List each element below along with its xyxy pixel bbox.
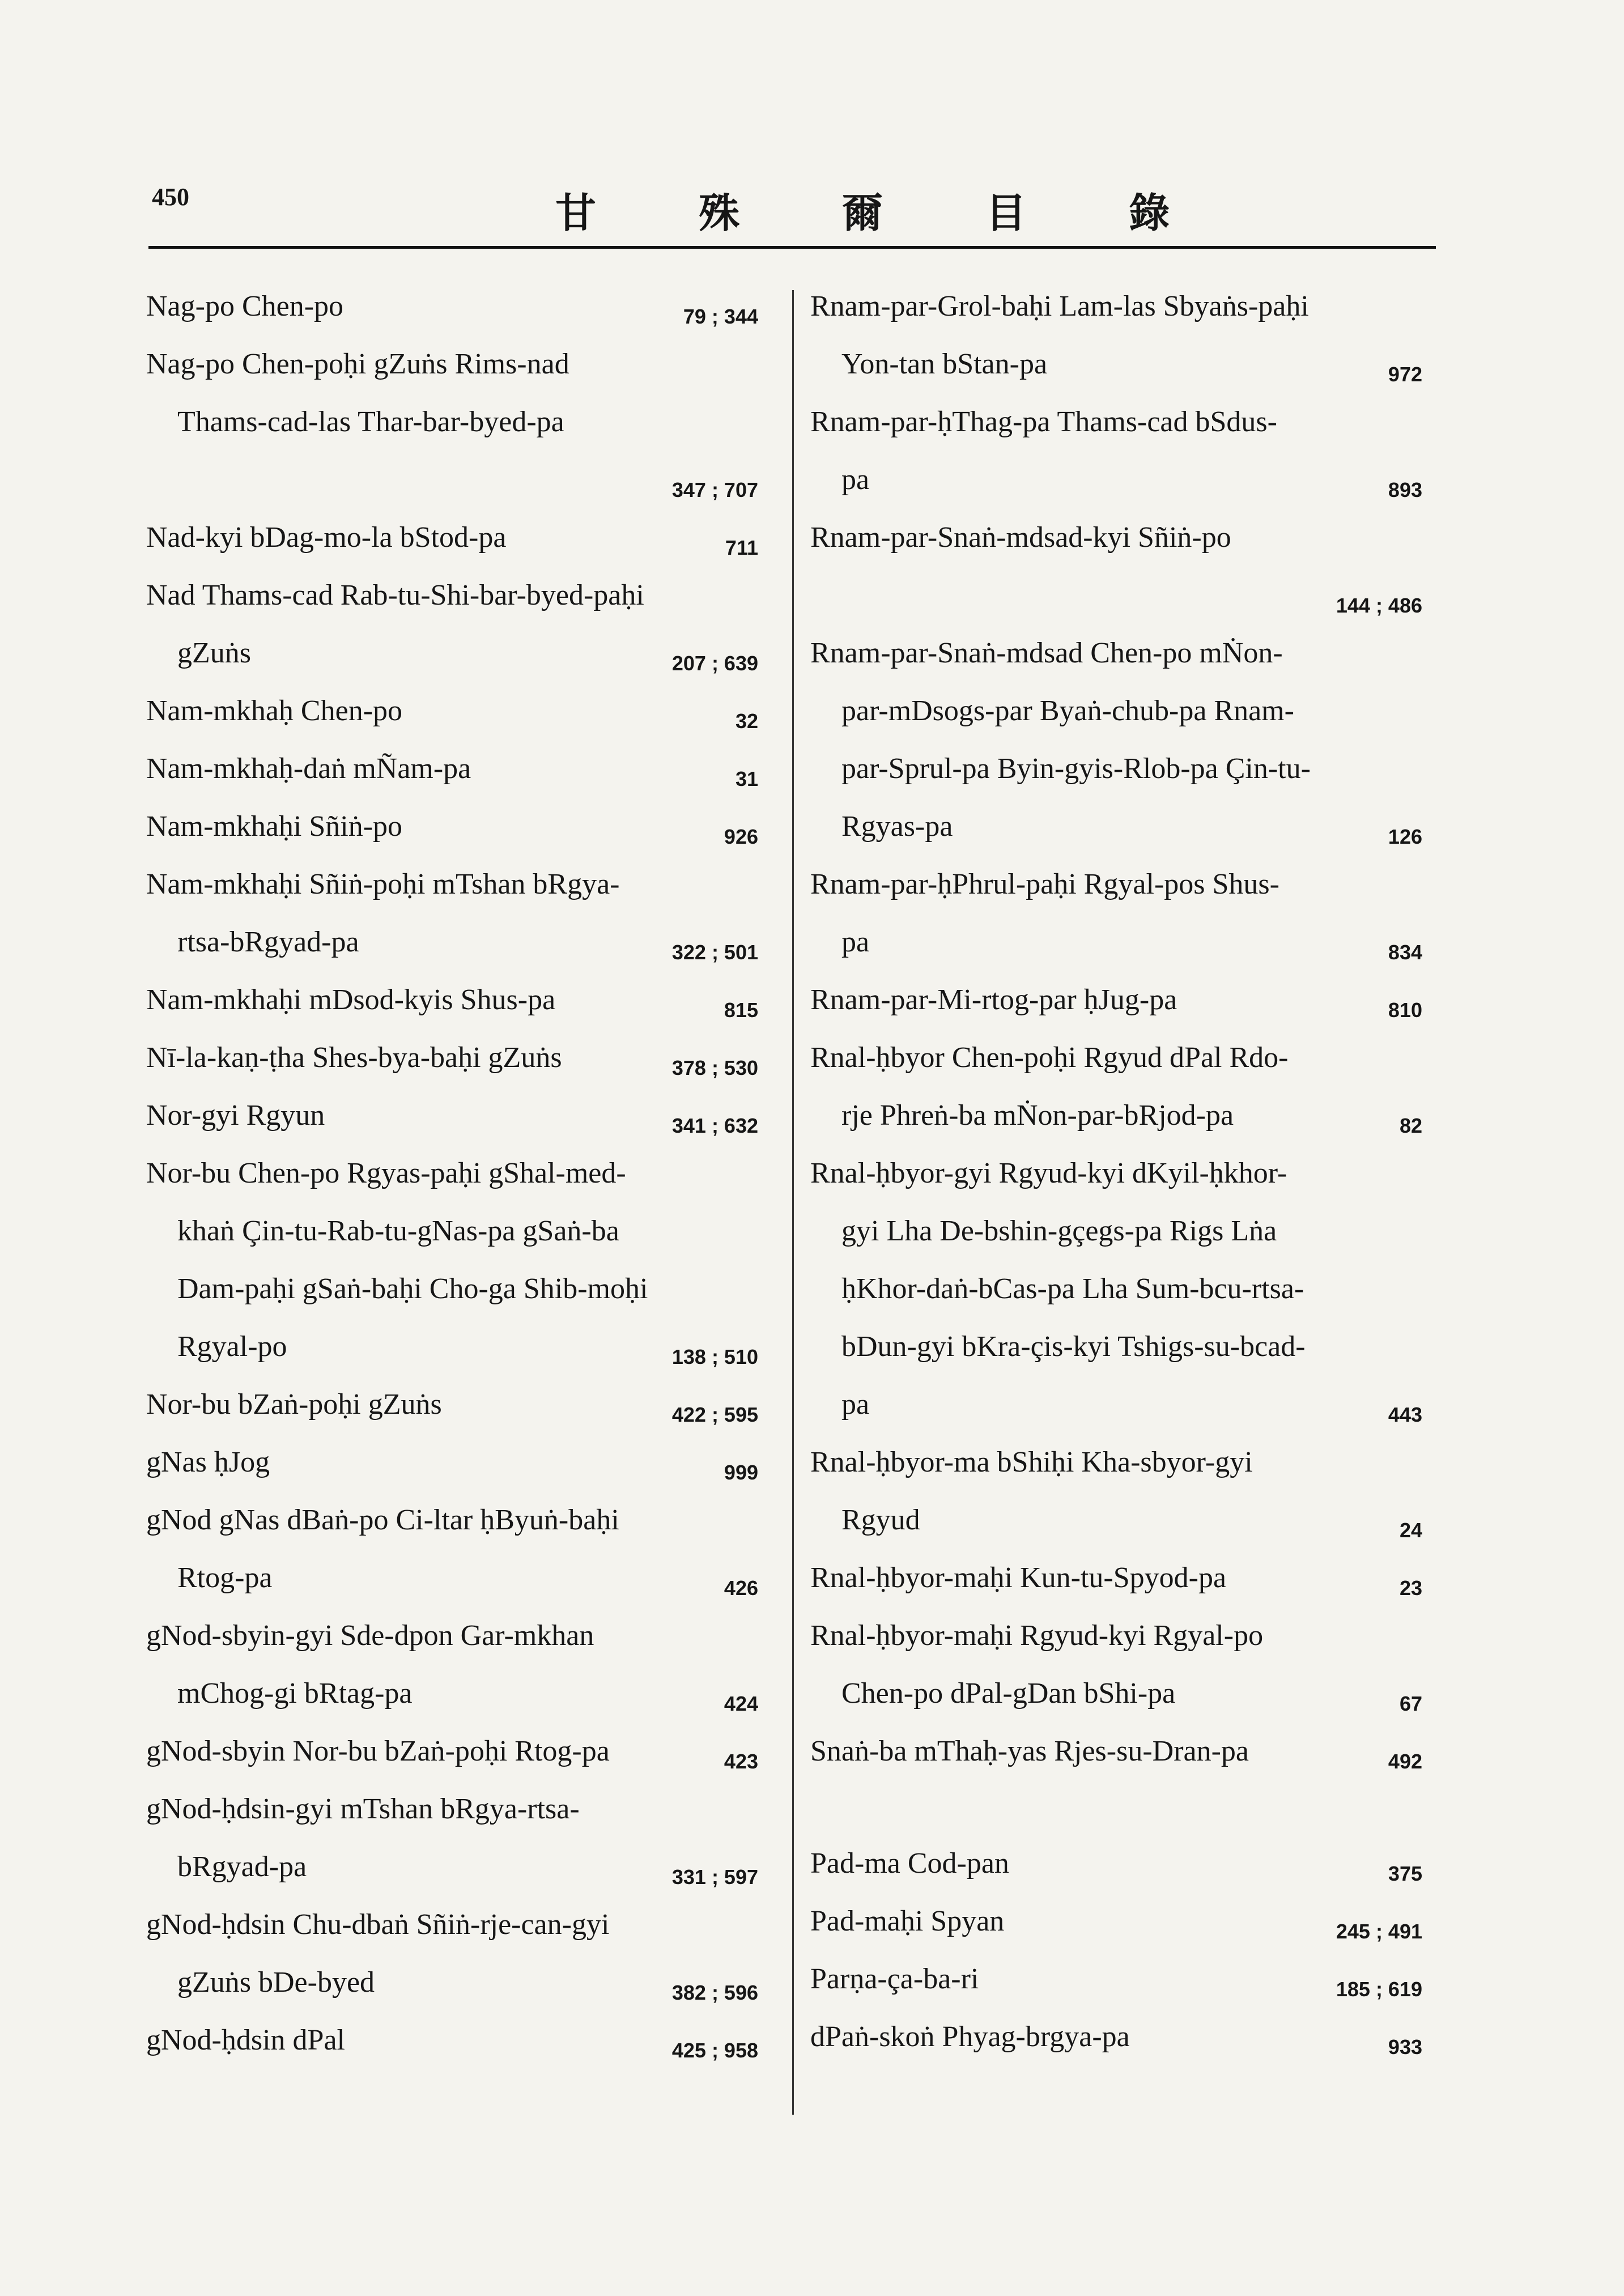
entry-page-refs: 185 ; 619 [1336, 1978, 1422, 2001]
index-column-right [810, 278, 1422, 2066]
entry-page-refs: 422 ; 595 [671, 1403, 758, 1426]
index-entry [146, 1607, 758, 1723]
entry-title: Parṇa-ça-ba-ri [810, 1963, 979, 1995]
entry-title: Nor-gyi Rgyun [146, 1099, 325, 1132]
entry-title-continuation: Chen-po dPal-gDan bShi-pa [841, 1677, 1176, 1710]
entry-title-continuation: rje Phreṅ-ba mṄon-par-bRjod-pa [841, 1099, 1234, 1132]
entry-page-refs: 834 [1388, 941, 1422, 964]
entry-page-refs: 341 ; 632 [671, 1114, 758, 1137]
index-entry [146, 1376, 758, 1434]
entry-title: Nam-mkhaḥi mDsod-kyis Shus-pa [146, 984, 556, 1016]
entry-title: Rnam-par-Snaṅ-mdsad Chen-po mṄon- [810, 637, 1283, 669]
entry-title: Nam-mkhaḥ Chen-po [146, 695, 403, 727]
entry-page-refs: 67 [1399, 1692, 1422, 1715]
index-entry [146, 2012, 758, 2069]
entry-page-refs: 378 ; 530 [671, 1056, 758, 1079]
entry-page-refs: 126 [1388, 825, 1422, 848]
entry-title-continuation: Dam-paḥi gSaṅ-baḥi Cho-ga Shib-moḥi [177, 1273, 648, 1305]
entry-title: Rnam-par-Grol-baḥi Lam-las Sbyaṅs-paḥi [810, 290, 1309, 322]
page-title: 甘 殊 爾 目 錄 [555, 189, 1214, 237]
entry-page-refs: 424 [724, 1692, 758, 1715]
index-entry [810, 1893, 1422, 1950]
entry-page-refs: 492 [1388, 1750, 1422, 1773]
entry-title-continuation: par-Sprul-pa Byin-gyis-Rlob-pa Çin-tu- [841, 752, 1311, 785]
page-number: 450 [152, 183, 189, 211]
entry-page-refs: 382 ; 596 [671, 1981, 758, 2004]
entry-title-continuation: gyi Lha De-bshin-gçegs-pa Rigs Lṅa [841, 1215, 1277, 1247]
entry-title-continuation [146, 451, 758, 509]
entry-title-continuation: gZuṅs bDe-byed [177, 1966, 375, 1999]
entry-title-continuation: Rgyal-po [177, 1330, 287, 1363]
index-entry [810, 856, 1422, 971]
index-entry [146, 1029, 758, 1087]
index-entry [146, 1087, 758, 1145]
entry-title-continuation: Rtog-pa [177, 1562, 273, 1594]
index-entry [146, 1145, 758, 1376]
entry-title-continuation: khaṅ Çin-tu-Rab-tu-gNas-pa gSaṅ-ba [177, 1215, 619, 1247]
entry-title: Nam-mkhaḥi Sñiṅ-po [146, 810, 403, 843]
entry-page-refs: 423 [724, 1750, 758, 1773]
index-entry [810, 1607, 1422, 1723]
entry-title: Rnal-ḥbyor-maḥi Rgyud-kyi Rgyal-po [810, 1619, 1264, 1652]
entry-page-refs: 999 [724, 1461, 758, 1484]
entry-title: Rnam-par-Mi-rtog-par ḥJug-pa [810, 984, 1177, 1016]
entry-title-continuation: ḥKhor-daṅ-bCas-pa Lha Sum-bcu-rtsa- [841, 1273, 1304, 1305]
index-entry [810, 1549, 1422, 1607]
entry-title: Nī-la-kaṇ-ṭha Shes-bya-baḥi gZuṅs [146, 1041, 562, 1074]
column-divider [792, 290, 794, 2115]
section-gap [810, 1780, 1422, 1835]
index-entry [810, 624, 1422, 856]
index-entry [146, 1434, 758, 1491]
entry-page-refs: 31 [735, 767, 758, 790]
entry-title: Rnal-ḥbyor-gyi Rgyud-kyi dKyil-ḥkhor- [810, 1157, 1287, 1189]
index-entry [810, 509, 1422, 624]
entry-title: Nad-kyi bDag-mo-la bStod-pa [146, 521, 507, 554]
index-entry [810, 1723, 1422, 1780]
entry-title: Nam-mkhaḥ-daṅ mÑam-pa [146, 752, 471, 785]
entry-page-refs: 972 [1388, 363, 1422, 386]
entry-page-refs: 32 [735, 709, 758, 733]
entry-title: Rnal-ḥbyor Chen-poḥi Rgyud dPal Rdo- [810, 1041, 1289, 1074]
entry-title: Rnam-par-ḥThag-pa Thams-cad bSdus- [810, 406, 1277, 438]
entry-title: Rnam-par-ḥPhrul-paḥi Rgyal-pos Shus- [810, 868, 1279, 900]
entry-title: Rnal-ḥbyor-maḥi Kun-tu-Spyod-pa [810, 1562, 1227, 1594]
header-rule [148, 246, 1436, 249]
entry-page-refs: 425 ; 958 [671, 2039, 758, 2062]
entry-page-refs: 933 [1388, 2035, 1422, 2059]
entry-page-refs: 331 ; 597 [671, 1865, 758, 1889]
entry-title: gNod-ḥdsin Chu-dbaṅ Sñiṅ-rje-can-gyi [146, 1908, 610, 1941]
entry-page-refs: 24 [1399, 1519, 1422, 1542]
entry-title-continuation: bRgyad-pa [177, 1851, 307, 1883]
index-entry [810, 278, 1422, 393]
index-entry [810, 1434, 1422, 1549]
index-entry [810, 971, 1422, 1029]
index-entry [810, 1835, 1422, 1893]
entry-title-continuation [810, 567, 1422, 624]
entry-title-continuation: Rgyas-pa [841, 810, 953, 843]
entry-title-continuation: bDun-gyi bKra-çis-kyi Tshigs-su-bcad- [841, 1330, 1306, 1363]
index-entry [146, 682, 758, 740]
entry-title: Rnal-ḥbyor-ma bShiḥi Kha-sbyor-gyi [810, 1446, 1253, 1478]
index-entry [146, 509, 758, 567]
index-column-left [146, 278, 758, 2069]
entry-page-refs: 144 ; 486 [1336, 594, 1422, 617]
entry-title: Nam-mkhaḥi Sñiṅ-poḥi mTshan bRgya- [146, 868, 620, 900]
index-entry [146, 798, 758, 856]
entry-page-refs: 207 ; 639 [671, 652, 758, 675]
index-entry [146, 740, 758, 798]
index-entry [810, 2008, 1422, 2066]
entry-page-refs: 79 ; 344 [683, 305, 758, 328]
entry-title: gNod-ḥdsin-gyi mTshan bRgya-rtsa- [146, 1793, 580, 1825]
entry-title: gNod-sbyin Nor-bu bZaṅ-poḥi Rtog-pa [146, 1735, 610, 1767]
entry-page-refs: 138 ; 510 [671, 1345, 758, 1368]
index-entry [146, 278, 758, 335]
entry-title: Nag-po Chen-po [146, 290, 344, 322]
index-entry [146, 567, 758, 682]
index-entry [146, 1780, 758, 1896]
entry-title: Nad Thams-cad Rab-tu-Shi-bar-byed-paḥi [146, 579, 644, 611]
entry-page-refs: 443 [1388, 1403, 1422, 1426]
index-entry [146, 1491, 758, 1607]
entry-page-refs: 347 ; 707 [671, 478, 758, 501]
entry-title-continuation: pa [841, 1388, 870, 1421]
entry-title-continuation: Thams-cad-las Thar-bar-byed-pa [177, 406, 564, 438]
entry-page-refs: 426 [724, 1576, 758, 1600]
entry-title: Pad-ma Cod-pan [810, 1847, 1009, 1880]
entry-title-continuation: rtsa-bRgyad-pa [177, 926, 359, 958]
entry-page-refs: 82 [1399, 1114, 1422, 1137]
index-entry [810, 1950, 1422, 2008]
entry-title: gNod-sbyin-gyi Sde-dpon Gar-mkhan [146, 1619, 594, 1652]
entry-title-continuation: par-mDsogs-par Byaṅ-chub-pa Rnam- [841, 695, 1294, 727]
entry-page-refs: 245 ; 491 [1336, 1920, 1422, 1943]
entry-title-continuation: Rgyud [841, 1504, 920, 1536]
entry-title-continuation: Yon-tan bStan-pa [841, 348, 1048, 380]
entry-title: Rnam-par-Snaṅ-mdsad-kyi Sñiṅ-po [810, 521, 1231, 554]
entry-title: Nor-bu bZaṅ-poḥi gZuṅs [146, 1388, 442, 1421]
entry-title-continuation: gZuṅs [177, 637, 251, 669]
entry-title: Nag-po Chen-poḥi gZuṅs Rims-nad [146, 348, 569, 380]
index-entry [146, 856, 758, 971]
entry-title: gNas ḥJog [146, 1446, 270, 1478]
entry-title: Nor-bu Chen-po Rgyas-paḥi gShal-med- [146, 1157, 626, 1189]
index-entry [146, 335, 758, 509]
index-entry [146, 971, 758, 1029]
index-entry [146, 1723, 758, 1780]
entry-title-continuation: mChog-gi bRtag-pa [177, 1677, 413, 1710]
entry-page-refs: 926 [724, 825, 758, 848]
entry-title: Pad-maḥi Spyan [810, 1905, 1005, 1937]
entry-title-continuation: pa [841, 926, 870, 958]
entry-title-continuation: pa [841, 464, 870, 496]
entry-title: gNod gNas dBaṅ-po Ci-ltar ḥByuṅ-baḥi [146, 1504, 619, 1536]
entry-title: gNod-ḥdsin dPal [146, 2024, 345, 2056]
entry-page-refs: 375 [1388, 1862, 1422, 1885]
entry-page-refs: 810 [1388, 998, 1422, 1022]
index-entry [810, 1145, 1422, 1434]
entry-title: Snaṅ-ba mThaḥ-yas Rjes-su-Dran-pa [810, 1735, 1249, 1767]
entry-page-refs: 322 ; 501 [671, 941, 758, 964]
index-entry [810, 393, 1422, 509]
entry-page-refs: 893 [1388, 478, 1422, 501]
entry-page-refs: 23 [1399, 1576, 1422, 1600]
index-entry [810, 1029, 1422, 1145]
entry-page-refs: 711 [725, 536, 758, 559]
entry-title: dPaṅ-skoṅ Phyag-brgya-pa [810, 2021, 1130, 2053]
index-entry [146, 1896, 758, 2012]
entry-page-refs: 815 [724, 998, 758, 1022]
